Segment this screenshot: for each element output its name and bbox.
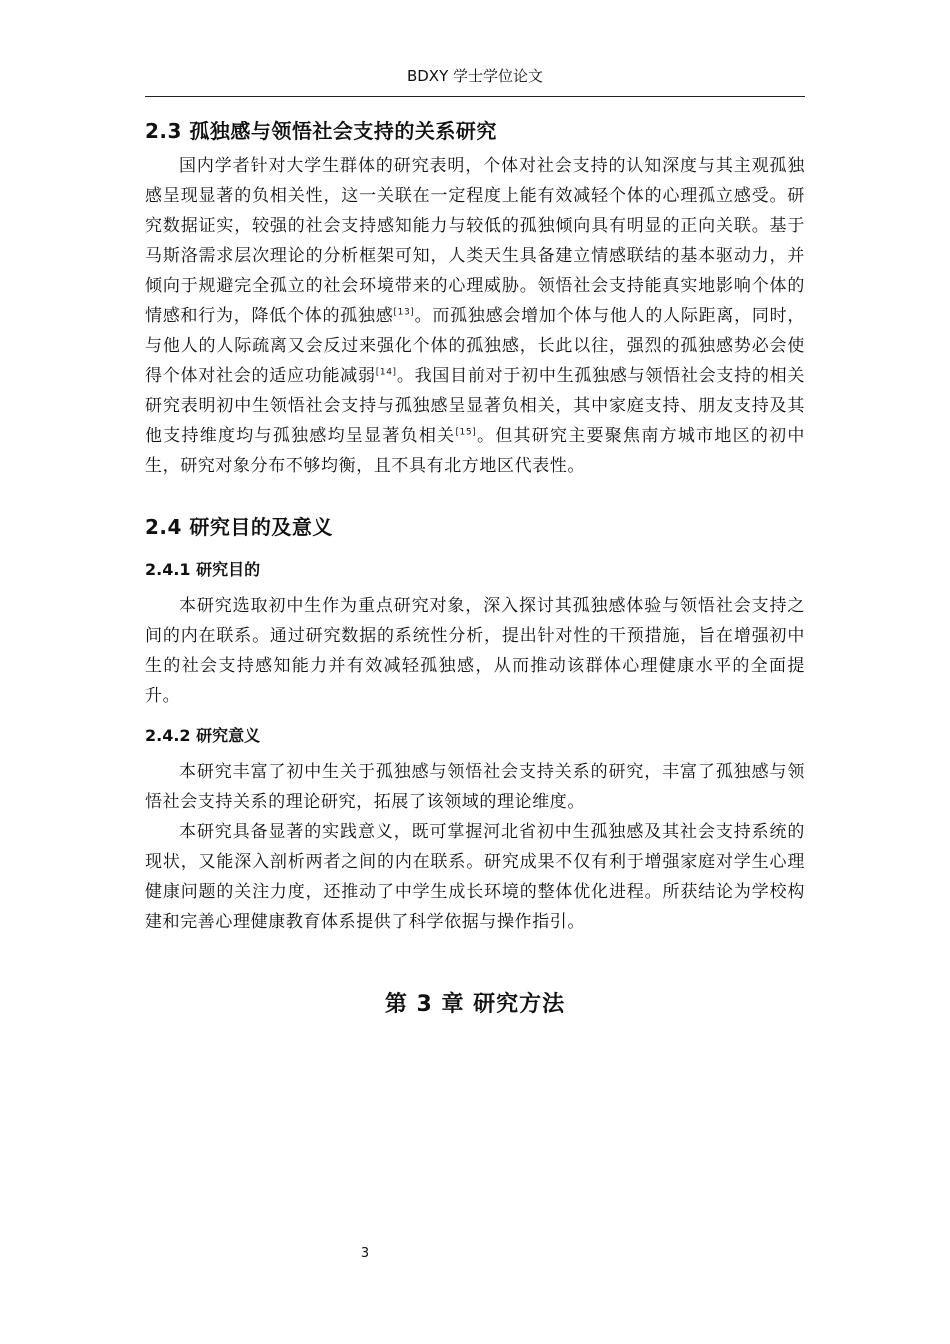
paragraph-text: 。而孤独感会增加个体与他人的人际距离，同时，与他人的人际疏离又会反过来强化个体的孤独感，长此以往，强烈的孤独感势必会使得个体对社会的适应功能减弱	[145, 306, 805, 386]
subsection-heading-2-4-2: 2.4.2 研究意义	[145, 726, 261, 745]
section-heading-2-4: 2.4 研究目的及意义	[145, 515, 333, 539]
chapter-title: 第 3 章 研究方法	[384, 992, 566, 1017]
citation-15: [15]	[455, 427, 477, 438]
paragraph-text: 。我国目前对于初中生孤独感与领悟社会支持的相关研究表明初中生领悟社会支持与孤独感呈显著负相关，其中家庭支持、朋友支持及其他支持维度均与孤独感均呈显著负相关	[145, 366, 805, 446]
paragraph-text: 。但其研究主要聚焦南方城市地区的初中生，研究对象分布不够均衡，且不具有北方地区代表性。	[145, 426, 805, 476]
running-header: BDXY 学士学位论文	[406, 67, 544, 85]
paragraph-2-4-2-a: 本研究丰富了初中生关于孤独感与领悟社会支持关系的研究，丰富了孤独感与领悟社会支持关系的理论研究，拓展了该领域的理论维度。	[145, 762, 805, 812]
paragraph-2-4-1: 本研究选取初中生作为重点研究对象，深入探讨其孤独感体验与领悟社会支持之间的内在联系。通过研究数据的系统性分析，提出针对性的干预措施，旨在增强初中生的社会支持感知能力并有效减轻孤独感，从而推动该群体心理健康水平的全面提升。	[145, 596, 805, 706]
header-rule	[145, 96, 805, 97]
citation-14: [14]	[375, 367, 397, 378]
citation-13: [13]	[393, 307, 415, 318]
section-heading-2-3: 2.3 孤独感与领悟社会支持的关系研究	[145, 119, 497, 143]
page-body	[145, 111, 805, 1025]
subsection-heading-2-4-1: 2.4.1 研究目的	[145, 560, 261, 579]
page-number: 3	[360, 1246, 370, 1261]
paragraph-2-4-2-b: 本研究具备显著的实践意义，既可掌握河北省初中生孤独感及其社会支持系统的现状，又能深入剖析两者之间的内在联系。研究成果不仅有利于增强家庭对学生心理健康问题的关注力度，还推动了中学生成长环境的整体优化进程。所获结论为学校构建和完善心理健康教育体系提供了科学依据与操作指引。	[145, 822, 805, 932]
paragraph-2-3	[145, 151, 805, 481]
paragraph-text: 国内学者针对大学生群体的研究表明，个体对社会支持的认知深度与其主观孤独感呈现显著的负相关性，这一关联在一定程度上能有效减轻个体的心理孤立感受。研究数据证实，较强的社会支持感知能力与较低的孤独倾向具有明显的正向关联。基于马斯洛需求层次理论的分析框架可知，人类天生具备建立情感联结的基本驱动力，并倾向于规避完全孤立的社会环境带来的心理威胁。领悟社会支持能真实地影响个体的情感和行为，降低个体的孤独感	[145, 156, 805, 326]
